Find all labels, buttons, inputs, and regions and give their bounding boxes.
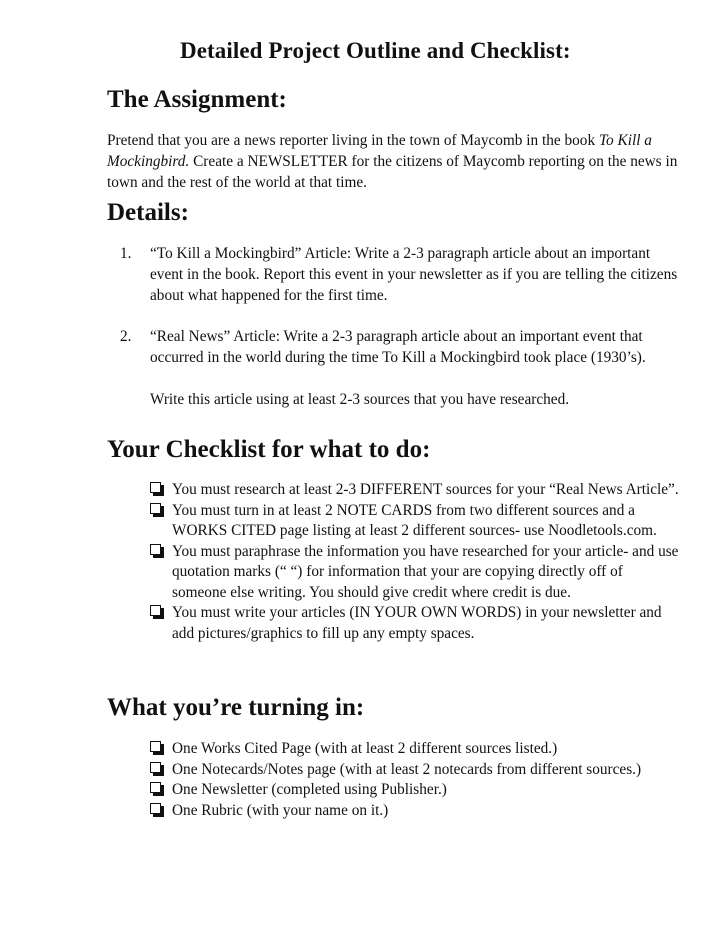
details-item-text: “Real News” Article: Write a 2-3 paragraph article about an important event that occurred in the world during the time To Kill a Mockingbird took place (1930’s). (150, 328, 646, 366)
checkbox-icon (150, 741, 164, 755)
checklist-item (150, 501, 680, 542)
turning-in-item (150, 801, 680, 822)
details-item-2 (120, 326, 680, 410)
checklist-item (150, 480, 680, 501)
details-item-number: 2. (120, 328, 132, 345)
book-title-italic: To Kill a Mockingbird. (107, 132, 652, 170)
turning-in-item (150, 760, 680, 781)
turning-in-item-text: One Notecards/Notes page (with at least 2 notecards from different sources.) (172, 760, 642, 778)
details-item-extra: Write this article using at least 2-3 sources that you have researched. (150, 391, 570, 408)
turning-in-item-text: One Works Cited Page (with at least 2 different sources listed.) (172, 740, 558, 757)
checklist-item-text: You must research at least 2-3 DIFFERENT sources for your “Real News Article”. (172, 481, 679, 498)
details-item-text: “To Kill a Mockingbird” Article: Write a 2-3 paragraph article about an important event in the book. Report this event in your newsletter as if you are telling the citizens about what happened for the first time. (150, 245, 678, 304)
turning-in-list (150, 739, 680, 821)
assignment-paragraph (107, 130, 687, 193)
checkbox-icon (150, 803, 164, 817)
checkbox-icon (150, 762, 164, 776)
details-item-number: 1. (120, 245, 132, 262)
assignment-text-1: Pretend that you are a news reporter living in the town of Maycomb in the book (107, 132, 599, 149)
turning-in-heading: What you’re turning in: (107, 694, 365, 721)
assignment-text-2: Create a NEWSLETTER for the citizens of Maycomb reporting on the news in town and the rest of the world at that time. (107, 153, 678, 191)
checklist-list (150, 480, 680, 644)
checkbox-icon (150, 605, 164, 619)
turning-in-item-text: One Rubric (with your name on it.) (172, 801, 389, 819)
checkbox-icon (150, 503, 164, 517)
details-item-1 (120, 243, 680, 306)
checklist-item-text: You must turn in at least 2 NOTE CARDS from two different sources and a WORKS CITED page listing at least 2 different sources- use Noodletools.com. (172, 501, 657, 539)
checklist-item-text: You must write your articles (IN YOUR OWN WORDS) in your newsletter and add pictures/graphics to fill up any empty spaces. (172, 604, 662, 642)
turning-in-item-text: One Newsletter (completed using Publisher.) (172, 781, 447, 798)
assignment-heading: The Assignment: (107, 86, 287, 113)
turning-in-item (150, 780, 680, 801)
checklist-item-text: You must paraphrase the information you have researched for your article- and use quotation marks (“ “) for information that your are copying directly off of someone else writing. You should give credit where credit is due. (172, 542, 679, 601)
checklist-heading: Your Checklist for what to do: (107, 436, 431, 463)
checkbox-icon (150, 482, 164, 496)
details-heading: Details: (107, 199, 189, 226)
page-title: Detailed Project Outline and Checklist: (180, 38, 571, 63)
checklist-item (150, 542, 680, 604)
checkbox-icon (150, 782, 164, 796)
checklist-item (150, 603, 680, 644)
details-list (120, 243, 680, 410)
checkbox-icon (150, 544, 164, 558)
turning-in-item (150, 739, 680, 760)
